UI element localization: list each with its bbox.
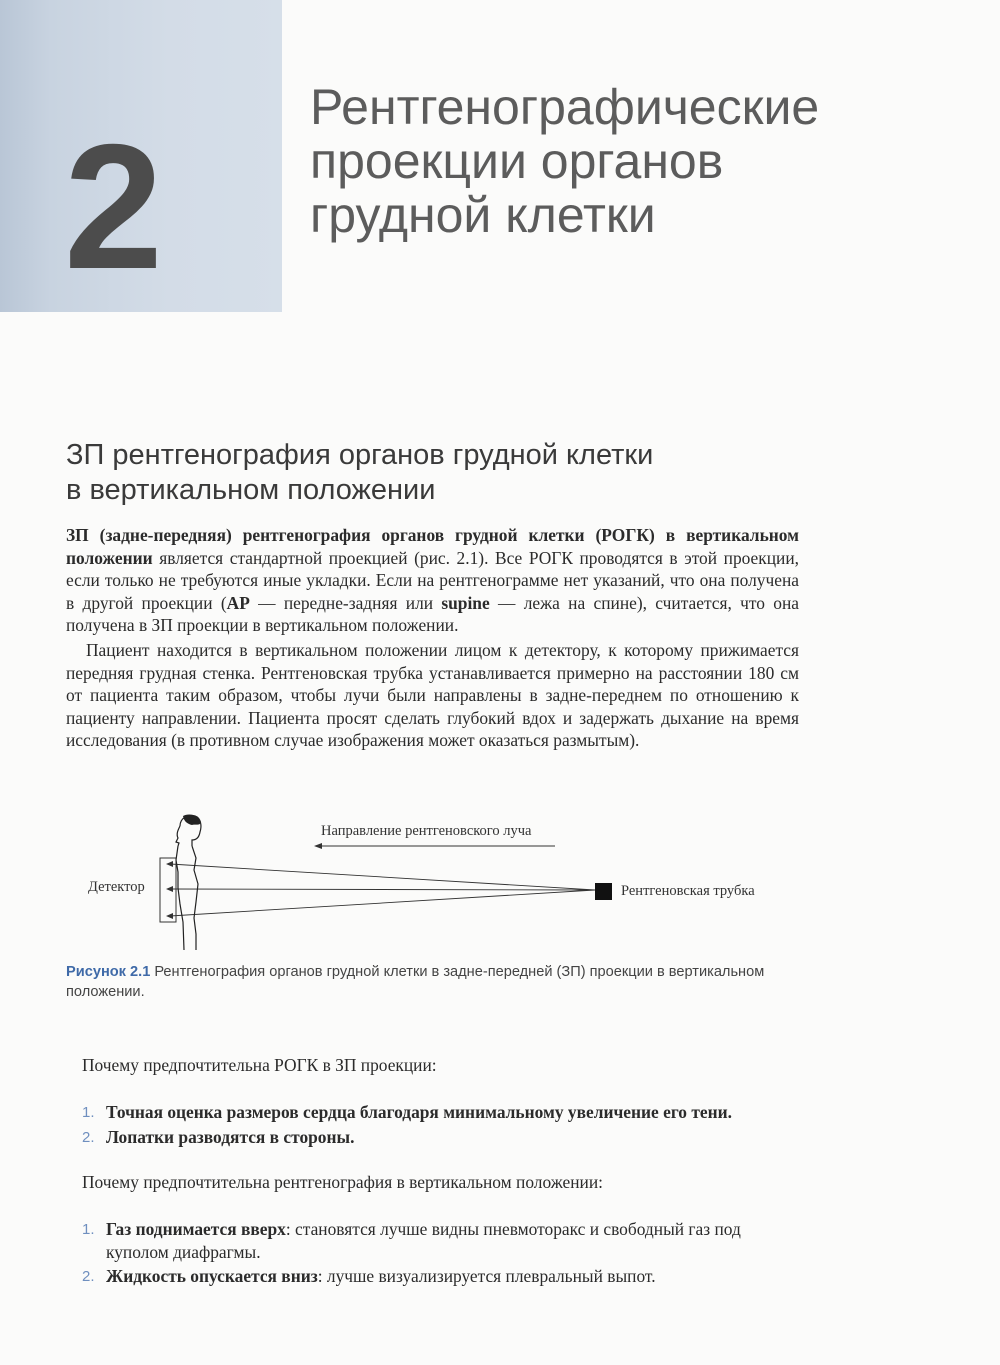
why-pa-list xyxy=(82,1101,802,1150)
body-text xyxy=(66,524,799,752)
list-number: 1. xyxy=(82,1104,95,1121)
ray-middle xyxy=(170,889,595,890)
paragraph-1-text-c: — лежа на спине), считается, что она получена в ЗП проекции в вертикальном положении. xyxy=(66,592,799,636)
list-item xyxy=(82,1218,802,1263)
list-item xyxy=(82,1265,802,1288)
chapter-number: 2 xyxy=(64,107,159,306)
list-item xyxy=(82,1126,802,1149)
ray-arrowhead-middle xyxy=(166,886,173,892)
why-upright-lead: Почему предпочтительна рентгенография в вертикальном положении: xyxy=(82,1172,603,1192)
chapter-title-line: проекции органов xyxy=(310,133,724,189)
detector-label: Детектор xyxy=(88,879,145,895)
term-ap: AP xyxy=(226,592,250,613)
chapter-title xyxy=(310,80,910,242)
figure-2-1 xyxy=(80,812,800,960)
paragraph-2: Пациент находится в вертикальном положении лицом к детектору, к которому прижимается передняя грудная стенка. Рентгеновская трубка устанавливается примерно на расстоянии 180 см от пациента таким образом, чтобы лучи были направлены в задне-переднем по отношению к пациенту направлении. Пациента просят сделать глубокий вдох и задержать дыхание на время исследования (в противном случае изображения может оказаться размытым). xyxy=(66,639,799,751)
why-pa-lead: Почему предпочтительна РОГК в ЗП проекции: xyxy=(82,1055,437,1075)
beam-arrowhead xyxy=(314,843,322,849)
list-number: 1. xyxy=(82,1221,95,1238)
ray-upper xyxy=(170,864,595,890)
ray-arrowhead-upper xyxy=(166,861,173,867)
section-title-line: ЗП рентгенография органов грудной клетки xyxy=(66,439,654,471)
section-title xyxy=(66,438,826,508)
detector-box xyxy=(160,858,176,922)
list-item-text: : лучше визуализируется плевральный выпот. xyxy=(317,1266,656,1287)
caption-label: Рисунок 2.1 xyxy=(66,964,151,980)
ray-lower xyxy=(170,890,595,916)
list-item-text: : становятся лучше видны пневмоторакс и свободный газ под куполом диафрагмы. xyxy=(106,1219,741,1262)
tube-label: Рентгеновская трубка xyxy=(621,883,755,899)
why-upright-list xyxy=(82,1218,802,1290)
list-number: 2. xyxy=(82,1128,95,1146)
list-item-bold: Жидкость опускается вниз xyxy=(106,1266,318,1287)
list-number: 2. xyxy=(82,1268,95,1286)
section-title-line: в вертикальном положении xyxy=(66,474,436,506)
list-item xyxy=(82,1101,802,1124)
paragraph-1-text-a: является стандартной проекцией (рис. 2.1). Все РОГК проводятся в этой проекции, если только не требуются иные укладки. Если на рентгенограмме нет указаний, что она получена в другой проекции ( xyxy=(66,547,799,613)
list-item-bold: Лопатки разводятся в стороны. xyxy=(106,1126,355,1147)
patient-silhouette xyxy=(176,815,201,950)
chapter-title-line: грудной клетки xyxy=(310,187,656,243)
term-supine: supine xyxy=(441,592,490,613)
beam-direction-label: Направление рентгеновского луча xyxy=(321,823,532,839)
paragraph-1 xyxy=(66,524,799,637)
paragraph-1-text-b: — передне-задняя или xyxy=(249,592,442,613)
patient-hair xyxy=(183,814,201,825)
ray-arrowhead-lower xyxy=(166,913,173,919)
caption-text: Рентгенография органов грудной клетки в задне-передней (ЗП) проекции в вертикальном положении. xyxy=(66,964,765,1000)
figure-caption xyxy=(66,962,806,1002)
xray-tube xyxy=(595,883,612,900)
list-item-bold: Газ поднимается вверх xyxy=(106,1219,286,1239)
term-pa-upright: ЗП (задне-передняя) рентгенография органов грудной клетки (РОГК) в вертикальном положении xyxy=(66,525,799,568)
chapter-title-line: Рентгенографические xyxy=(310,79,820,135)
list-item-bold: Точная оценка размеров сердца благодаря минимальному увеличение его тени. xyxy=(106,1102,732,1122)
